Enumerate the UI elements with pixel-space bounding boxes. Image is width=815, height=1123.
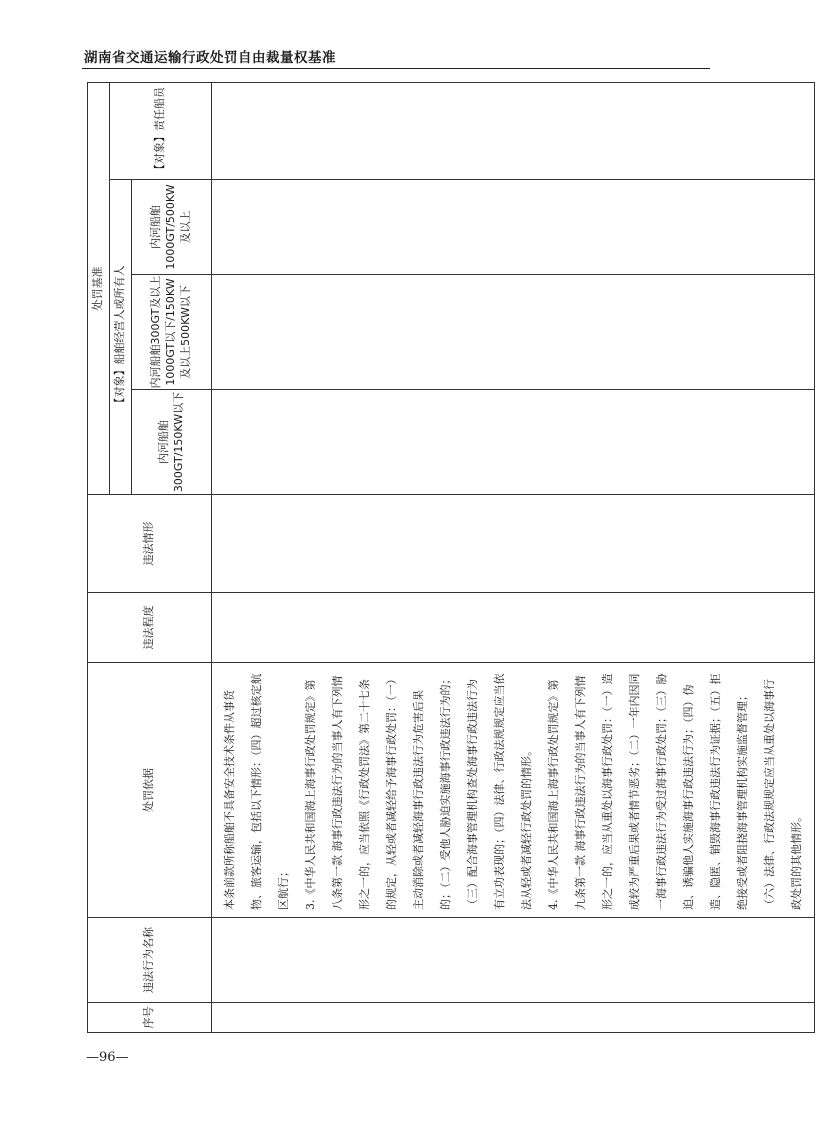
header-penalty-standard: 处罚基准 xyxy=(88,83,110,495)
header-tier-3: 内河船舶1000GT/500KW及以上 xyxy=(132,180,212,275)
cell-violation-degree xyxy=(212,593,815,663)
basis-paragraph: 4.《中华人民共和国海上海事行政处罚规定》第九条第一款 海事行政违法行为的当事人有下列情形之一的，应当从重处以海事行政处罚：（一）造成较为严重后果或者情节恶劣；（二）一年内因同一海事行政违法行为受过海事行政处罚；（三）胁迫、诱骗他人实施海事行政违法行为；（四）伪造、隐匿、销毁海事行政违法行为证据；（五）拒绝接受或者阻挠海事管理机构实施监督管理；（六）法律、行政法规规定应当从重处以海事行政处罚的其他情形。 xyxy=(547,673,803,910)
header-violation-circumstance: 违法情形 xyxy=(88,495,212,593)
header-penalty-basis: 处罚依据 xyxy=(88,663,212,918)
cell-violation-circumstance xyxy=(212,495,815,593)
running-header-title: 湖南省交通运输行政处罚自由裁量权基准 xyxy=(84,50,336,66)
cell-tier-2 xyxy=(212,275,815,390)
page-number: —96— xyxy=(86,1050,129,1065)
cell-tier-3 xyxy=(212,180,815,275)
cell-violation-name xyxy=(212,918,815,1003)
header-violation-name: 违法行为名称 xyxy=(88,918,212,1003)
header-rule xyxy=(82,68,710,69)
header-violation-degree: 违法程度 xyxy=(88,593,212,663)
basis-paragraph: 本条前款所称船舶不具备安全技术条件从事货物、旅客运输，包括以下情形：（四）超过核定航区航行； xyxy=(223,673,290,910)
header-subject-owner: 【对象】船舶经营人或所有人 xyxy=(110,180,132,495)
header-tier-1: 内河船舶300GT/150KW以下 xyxy=(132,390,212,495)
basis-paragraph: 3.《中华人民共和国海上海事行政处罚规定》第八条第一款 海事行政违法行为的当事人有下列情形之一的，应当依照《行政处罚法》第二十七条的规定，从轻或者减轻给予海事行政处罚：（一）主动消除或者减轻海事行政违法行为危害后果的；（二）受他人胁迫实施海事行政违法行为的；（三）配合海事管理机构查处海事行政违法行为有立功表现的；（四）法律、行政法规规定应当依法从轻或者减轻行政处罚的情形。 xyxy=(304,673,533,910)
header-seq: 序号 xyxy=(88,1003,212,1033)
rotated-penalty-table xyxy=(87,83,803,1033)
cell-crew xyxy=(212,83,815,180)
cell-tier-1 xyxy=(212,390,815,495)
cell-penalty-basis xyxy=(212,663,815,918)
header-subject-crew: 【对象】责任船员 xyxy=(110,83,212,180)
cell-seq xyxy=(212,1003,815,1033)
header-tier-2: 内河船舶300GT及以上1000GT以下/150KW及以上500KW以下 xyxy=(132,275,212,390)
